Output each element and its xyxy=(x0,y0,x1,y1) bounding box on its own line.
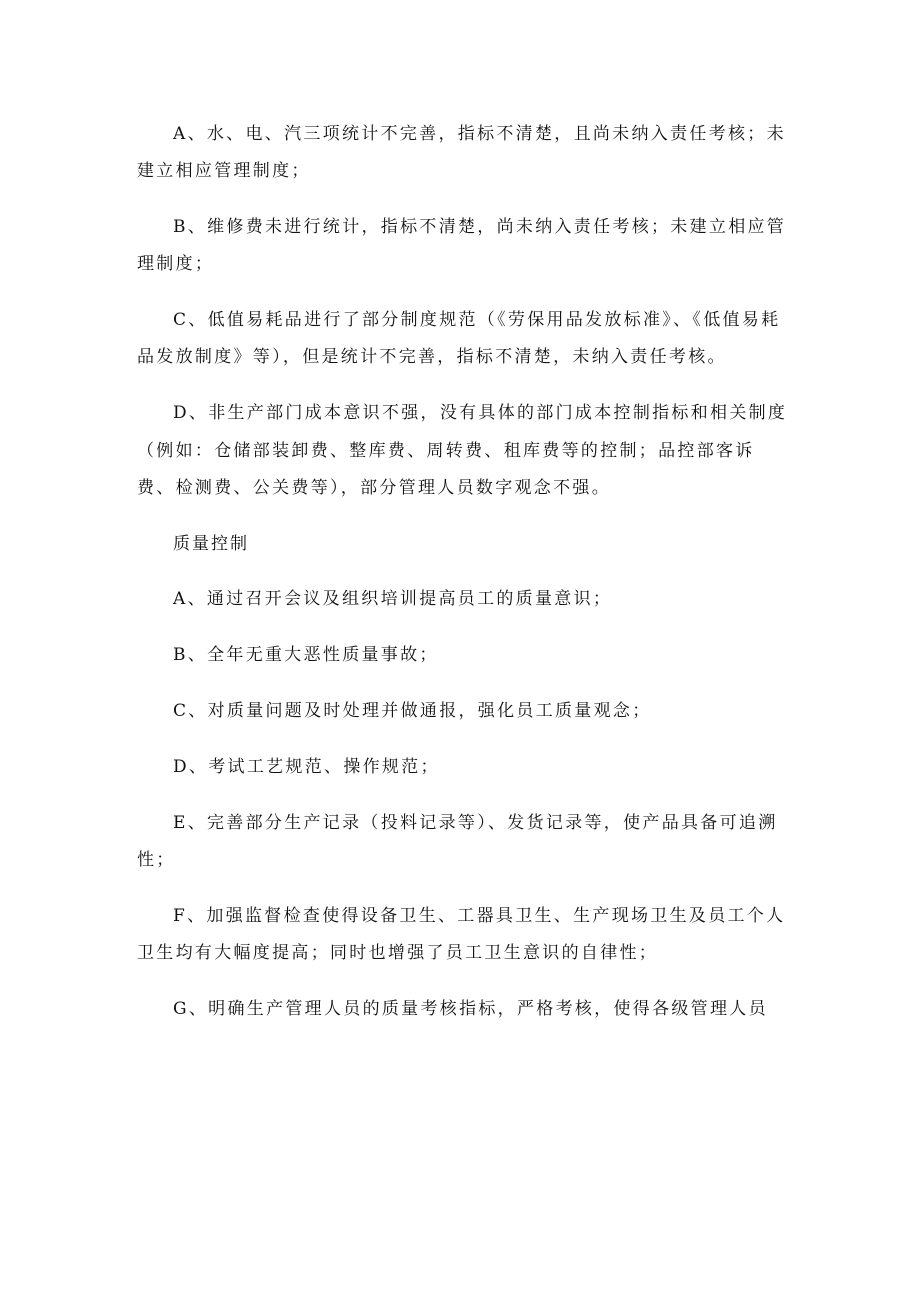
paragraph-quality-f: F、加强监督检查使得设备卫生、工器具卫生、生产现场卫生及员工个人卫生均有大幅度提高；同时也增强了员工卫生意识的自律性； xyxy=(137,905,786,964)
paragraph-cost-utilities: A、水、电、汽三项统计不完善，指标不清楚，且尚未纳入责任考核；未建立相应管理制度； xyxy=(137,124,786,182)
paragraph-quality-c: C、对质量问题及时处理并做通报，强化员工质量观念； xyxy=(173,701,652,722)
paragraph-cost-non-production: D、非生产部门成本意识不强，没有具体的部门成本控制指标和相关制度（例如：仓储部装卸费、整库费、周转费、租库费等的控制；品控部客诉费、检测费、公关费等），部分管理人员数字观念不强。 xyxy=(137,403,788,498)
paragraph-quality-g: G、明确生产管理人员的质量考核指标，严格考核，使得各级管理人员 xyxy=(173,998,768,1019)
paragraph-cost-consumables: C、低值易耗品进行了部分制度规范（《劳保用品发放标准》、《低值易耗品发放制度》等），但是统计不完善，指标不清楚，未纳入责任考核。 xyxy=(137,310,781,368)
paragraph-quality-d: D、考试工艺规范、操作规范； xyxy=(173,756,440,777)
paragraph-cost-maintenance: B、维修费未进行统计，指标不清楚，尚未纳入责任考核；未建立相应管理制度； xyxy=(137,217,787,275)
paragraph-quality-b: B、全年无重大恶性质量事故； xyxy=(173,645,439,666)
paragraph-quality-e: E、完善部分生产记录（投料记录等）、发货记录等，使产品具备可追溯性； xyxy=(137,812,778,870)
paragraph-quality-a: A、通过召开会议及组织培训提高员工的质量意识； xyxy=(173,589,613,610)
document-body xyxy=(137,116,792,1047)
section-heading-quality-control: 质量控制 xyxy=(173,533,249,554)
